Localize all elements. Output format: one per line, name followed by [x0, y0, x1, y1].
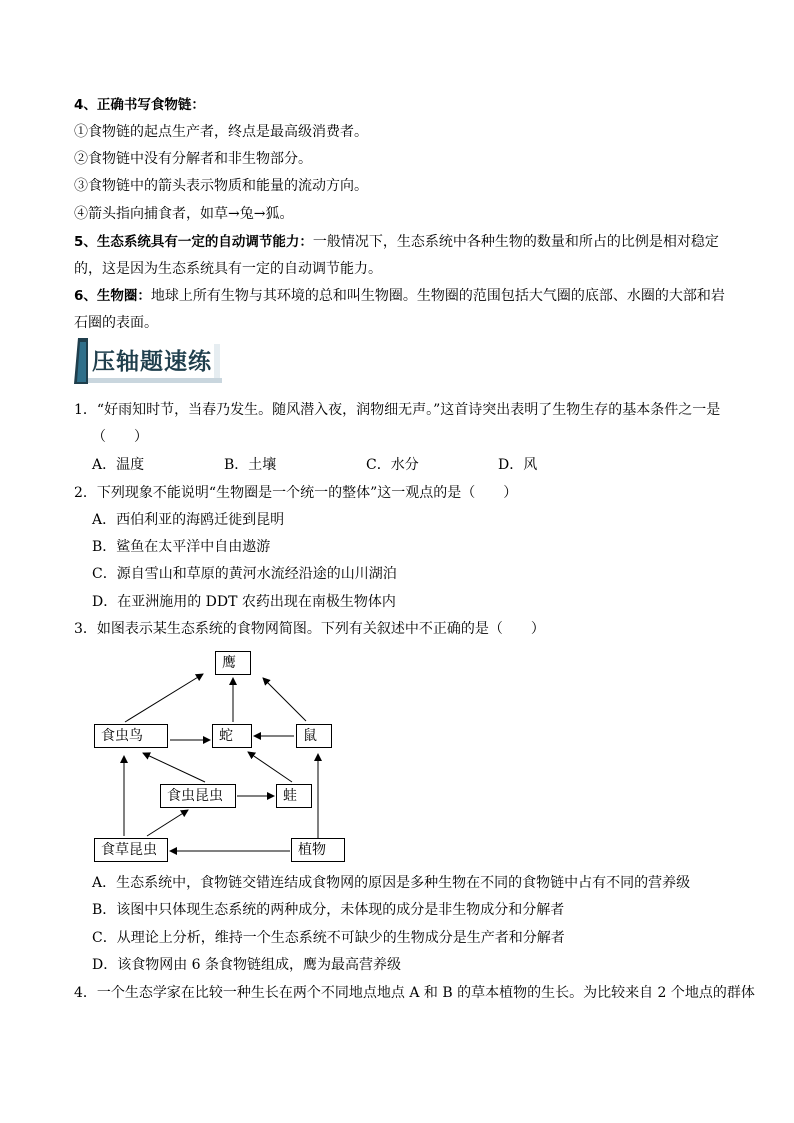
- item5-title: 5、生态系统具有一定的自动调节能力：: [74, 234, 313, 250]
- arrow-bird-to-hawk: [125, 674, 203, 722]
- q2-option-a: A．西伯利亚的海鸥迁徙到昆明: [92, 512, 285, 528]
- q2-stem: 2．下列现象不能说明“生物圈是一个统一的整体”这一观点的是（ ）: [74, 485, 518, 501]
- node-herbivorous-insect: 食草昆虫: [94, 838, 168, 862]
- q2-option-d: D．在亚洲施用的 DDT 农药出现在南极生物体内: [92, 594, 396, 610]
- arrow-frog-to-snake: [248, 752, 292, 782]
- item5-text-1: 一般情况下，生态系统中各种生物的数量和所占的比例是相对稳定: [312, 234, 719, 250]
- item6-title: 6、生物圈：: [74, 288, 151, 304]
- node-insectivorous-insect: 食虫昆虫: [160, 784, 236, 808]
- item4-point-4: ④箭头指向捕食者，如草→兔→狐。: [74, 206, 294, 222]
- node-mouse: 鼠: [296, 724, 332, 748]
- q2-option-b: B．鲨鱼在太平洋中自由遨游: [92, 539, 271, 555]
- item4-point-1: ①食物链的起点生产者，终点是最高级消费者。: [74, 124, 368, 140]
- node-plant: 植物: [291, 838, 345, 862]
- q3-option-c: C．从理论上分析，维持一个生态系统不可缺少的生物成分是生产者和分解者: [92, 930, 565, 946]
- item6-line-2: 石圈的表面。: [74, 315, 158, 331]
- q1-option-a: A．温度: [92, 457, 145, 473]
- item6-text-1: 地球上所有生物与其环境的总和叫生物圈。生物圈的范围包括大气圈的底部、水圈的大部和岩: [150, 288, 725, 304]
- q1-option-d: D．风: [498, 457, 538, 473]
- q3-option-b: B．该图中只体现生态系统的两种成分，未体现的成分是非生物成分和分解者: [92, 902, 565, 918]
- q1-stem-line-2: （ ）: [92, 429, 148, 445]
- node-frog: 蛙: [276, 784, 312, 808]
- item4-title: 4、正确书写食物链：: [74, 97, 205, 113]
- node-hawk: 鹰: [215, 651, 251, 675]
- arrow-mouse-to-hawk: [263, 678, 306, 721]
- q3-stem: 3．如图表示某生态系统的食物网简图。下列有关叙述中不正确的是（ ）: [74, 621, 545, 637]
- item5-line-2: 的，这是因为生态系统具有一定的自动调节能力。: [74, 261, 382, 277]
- item4-point-3: ③食物链中的箭头表示物质和能量的流动方向。: [74, 178, 368, 194]
- q1-stem-line-1: 1．“好雨知时节，当春乃发生。随风潜入夜，润物细无声。”这首诗突出表明了生物生存的基本条件之一是: [74, 402, 721, 418]
- q1-option-c: C．水分: [366, 457, 419, 473]
- node-snake: 蛇: [212, 724, 252, 748]
- q3-option-d: D．该食物网由 6 条食物链组成，鹰为最高营养级: [92, 957, 402, 973]
- section-banner-title: 压轴题速练: [92, 349, 212, 375]
- q2-option-c: C．源自雪山和草原的黄河水流经沿途的山川湖泊: [92, 566, 397, 582]
- arrow-insect-to-bird: [143, 753, 205, 782]
- q1-option-b: B．土壤: [224, 457, 277, 473]
- q3-option-a: A．生态系统中，食物链交错连结成食物网的原因是多种生物在不同的食物链中占有不同的营养级: [92, 875, 691, 891]
- q4-stem: 4．一个生态学家在比较一种生长在两个不同地点地点 A 和 B 的草本植物的生长。为比较来自 2 个地点的群体: [74, 985, 755, 1001]
- node-insectivorous-bird: 食虫鸟: [94, 724, 168, 748]
- arrow-herbinsect-to-insect: [147, 810, 188, 836]
- item4-point-2: ②食物链中没有分解者和非生物部分。: [74, 151, 312, 167]
